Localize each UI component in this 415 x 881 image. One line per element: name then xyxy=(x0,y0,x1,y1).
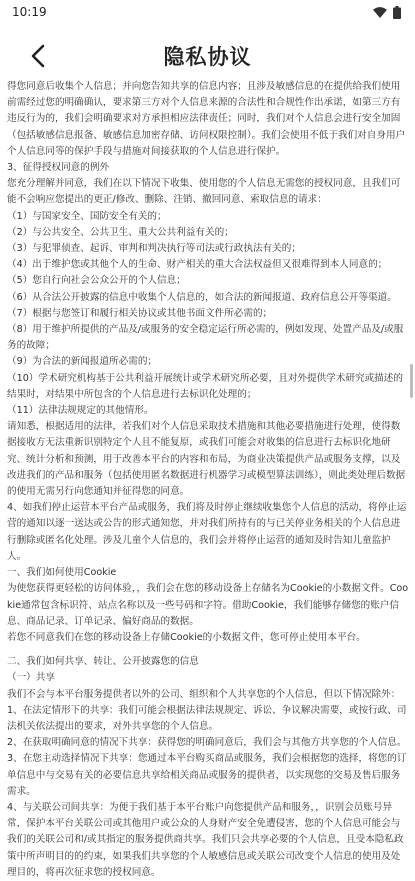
privacy-paragraph: （6）从合法公开披露的信息中收集个人信息的，如合法的新闻报道、政府信息公开等渠道。 xyxy=(7,291,397,303)
privacy-paragraph: 4、如我们停止运营本平台产品或服务，我们将及时停止继续收集您个人信息的活动，将停止运营的通知以逐一送达或公告的形式通知您，并对我们所持有的与已关停业务相关的个人信息进行删除或匿名化处理。涉及儿童个人信息的，我们会并将停止运营的通知及时告知儿童监护人。 xyxy=(7,502,407,562)
back-button[interactable] xyxy=(20,38,56,74)
privacy-paragraph: （3）与犯罪侦查、起诉、审判和判决执行等司法或行政执法有关的； xyxy=(7,243,301,255)
privacy-paragraph: 3、征得授权同意的例外 xyxy=(7,162,110,174)
privacy-paragraph: 2、在获取明确同意的情况下共享：获得您的明确同意后，我们会与其他方共享您的个人信息。 xyxy=(7,737,407,749)
privacy-paragraph: （8）用于维护所提供的产品及/或服务的安全稳定运行所必需的，例如发现、处置产品及/或服务的故障； xyxy=(7,324,404,352)
wifi-icon xyxy=(373,7,387,18)
privacy-paragraph: （5）您自行向社会公众公开的个人信息； xyxy=(7,275,186,287)
privacy-paragraph: 3、在您主动选择情况下共享：您通过本平台购买商品或服务，我们会根据您的选择，将您的订单信息中与交易有关的必要信息共享给相关商品或服务的提供者，以实现您的交易及售后服务需求。 xyxy=(7,753,407,797)
privacy-paragraph: 二、我们如何共享、转让、公开披露您的信息 xyxy=(7,656,199,668)
scrollbar[interactable] xyxy=(410,364,413,398)
privacy-paragraph: （4）出于维护您或其他个人的生命、财产相关的重大合法权益但又很难得到本人同意的； xyxy=(7,259,388,271)
status-bar xyxy=(0,0,415,24)
privacy-paragraph: 您充分理解并同意，我们在以下情况下收集、使用您的个人信息无需您的授权同意，且我们可能不会响应您提出的更正/修改、删除、注销、撤回同意、索取信息的请求： xyxy=(7,178,401,206)
privacy-paragraph: 若您不同意我们在您的移动设备上存储Cookie的小数据文件，您可停止使用本平台。 xyxy=(7,631,366,643)
privacy-paragraph: （10）学术研究机构基于公共利益开展统计或学术研究所必要，且对外提供学术研究或描述的结果时，对结果中所包含的个人信息进行去标识化处理的； xyxy=(7,372,403,400)
privacy-paragraph: 一、我们如何使用Cookie xyxy=(7,567,117,579)
privacy-paragraph: 我们不会与本平台服务提供者以外的公司、组织和个人共享您的个人信息，但以下情况除外： xyxy=(7,688,401,700)
privacy-paragraph: 4、与关联公司间共享：为便于我们基于本平台账户向您提供产品和服务，，识别会员账号异常，保护本平台关联公司或其他用户或公众的人身财产安全免遭侵害，您的个人信息可能会与我们的关联公司和/或其指定的服务提供商共享。我们只会共享必要的个人信息，且受本隐私政策中所声明目的的约束，如果我们共享您的个人敏感信息或关联公司改变个人信息的使用及处理目的，将再次征求您的授权同意。 xyxy=(7,801,404,878)
privacy-paragraph: 为使您获得更轻松的访问体验，，我们会在您的移动设备上存储名为Cookie的小数据文件。Cookie通常包含标识符、站点名称以及一些号码和字符。借助Cookie，我们能够存储您的账户信息、商品记录、订单记录、偏好商品的数据。 xyxy=(7,583,409,627)
privacy-paragraph: 得您同意后收集个人信息；并向您告知共享的信息内容；且涉及敏感信息的在提供给我们使用前需经过您的明确确认，要求第三方对个人信息来源的合法性和合规性作出承诺，如第三方有违反行为的，我们会明确要求对方承担相应法律责任；同时，我们对个人信息会进行安全加固（包括敏感信息报备、敏感信息加密存储、访问权限控制）。我们会使用不低于我们对自身用户个人信息同等的保护手段与措施对间接获取的个人信息进行保护。 xyxy=(7,81,406,157)
chevron-left-icon xyxy=(30,44,46,68)
privacy-text xyxy=(7,79,409,881)
page-title: 隐私协议 xyxy=(163,45,252,69)
privacy-paragraph: 请知悉，根据适用的法律，若我们对个人信息采取技术措施和其他必要措施进行处理，使得数据接收方无法重新识别特定个人且不能复原，或我们可能会对收集的信息进行去标识化地研究、统计分析和预测，用于改善本平台的内容和布局，为商业决策提供产品或服务支撑，以及改进我们的产品和服务（包括使用匿名数据进行机器学习或模型算法训练），则此类处理后数据的使用无需另行向您通知并征得您的同意。 xyxy=(7,421,406,498)
status-time: 10:19 xyxy=(12,5,47,19)
privacy-paragraph: （1）与国家安全、国防安全有关的； xyxy=(7,210,167,222)
privacy-content[interactable] xyxy=(0,81,415,878)
privacy-paragraph: （9）为合法的新闻报道所必需的； xyxy=(7,356,158,368)
privacy-paragraph: （11）法律法规规定的其他情形。 xyxy=(7,405,154,417)
privacy-paragraph: 1、在法定情形下的共享：我们可能会根据法律法规规定、诉讼、争议解决需要，或按行政、司法机关依法提出的要求，对外共享您的个人信息。 xyxy=(7,704,407,732)
privacy-paragraph xyxy=(7,646,409,654)
status-icons xyxy=(373,6,401,19)
privacy-paragraph: （一）共享 xyxy=(7,672,55,684)
privacy-paragraph: （7）根据与您签订和履行相关协议或其他书面文件所必需的； xyxy=(7,307,273,319)
privacy-paragraph: （2）与公共安全、公共卫生、重大公共利益有关的； xyxy=(7,226,234,238)
battery-icon xyxy=(393,6,401,19)
